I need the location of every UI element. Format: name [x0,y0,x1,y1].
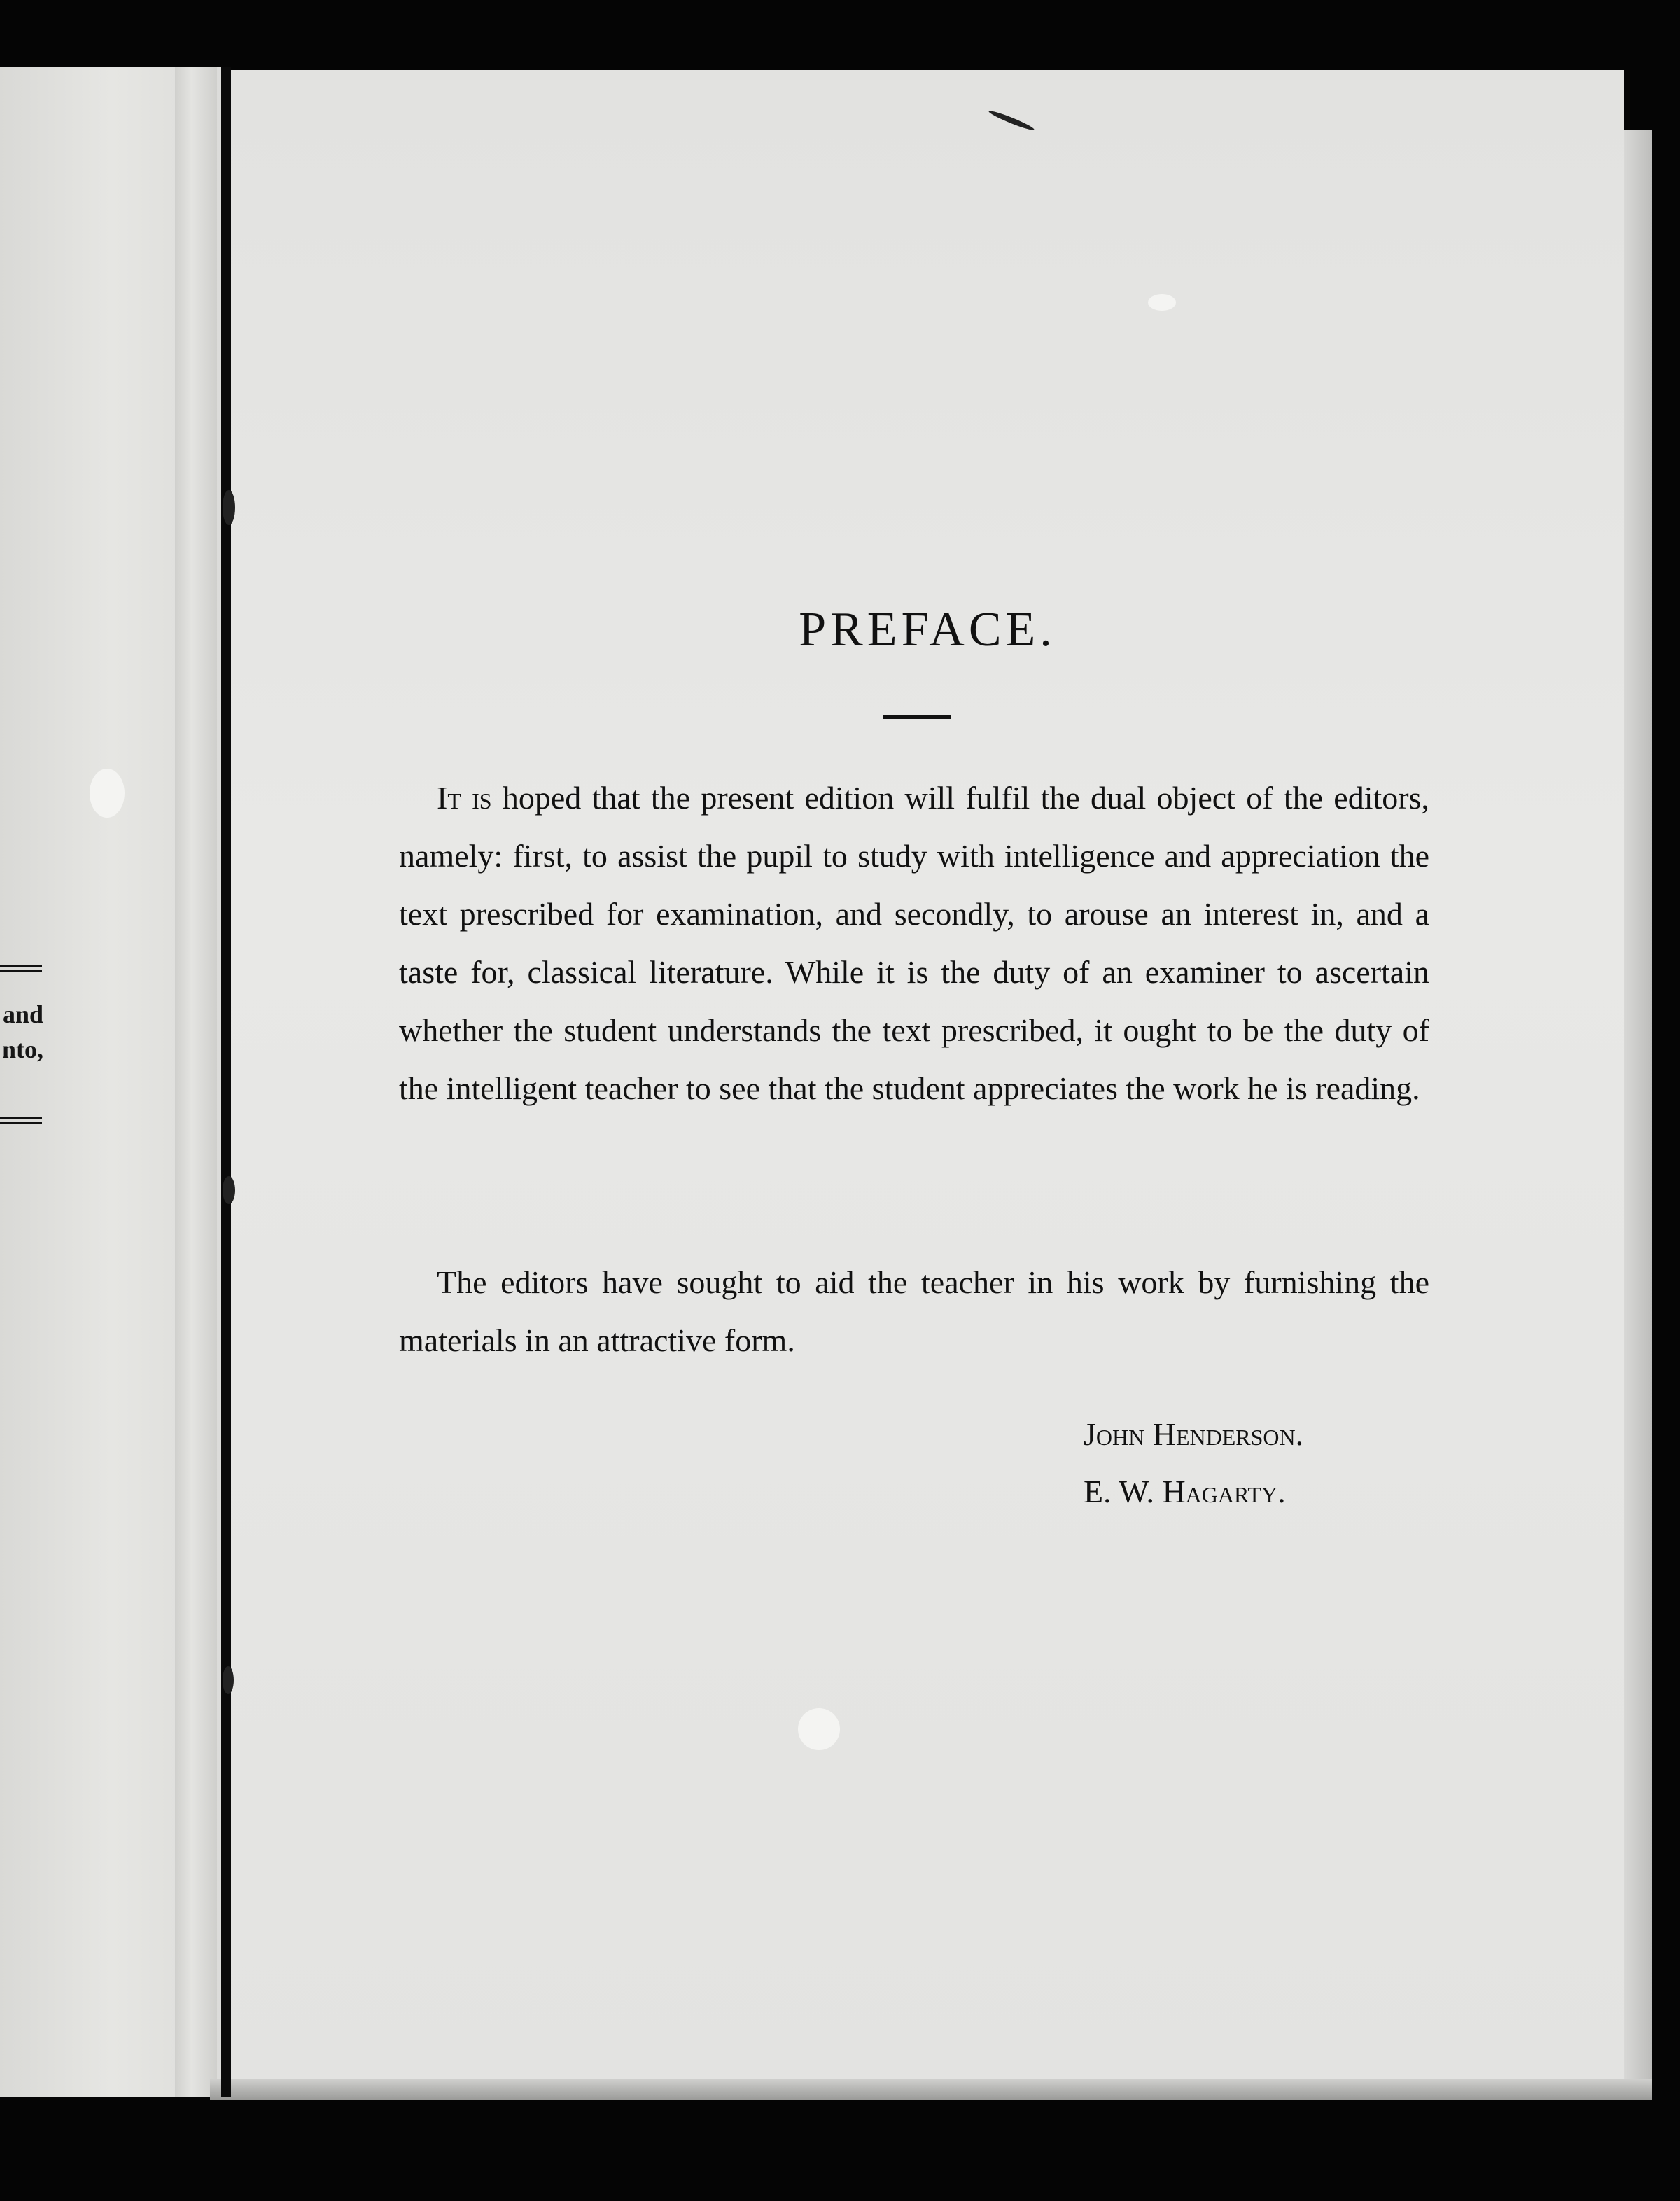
paragraph-text: hoped that the present edition will fulfil the dual object of the editors, namely: first, to assist the pupil to study with intelligence and appreciation the text prescribed for examination, and secondly, to arouse an interest in, and a taste for, classical literature. While it is the duty of an examiner to ascertain whether the student understands the text prescribed, it ought to be the duty of the intelligent teacher to see that the student appreciates the work he is reading. [399,780,1429,1106]
scan-speck [798,1708,840,1750]
left-page-fragment: and [2,1000,43,1028]
title-rule [883,715,951,719]
scan-speck [223,1176,235,1204]
paragraph-lead-words: It is [437,780,492,816]
scan-speck [223,490,235,525]
left-page-double-rule [0,965,42,972]
signature-editor: John Henderson. [1084,1416,1304,1452]
right-page-edge [1624,130,1652,2090]
bottom-page-edge [210,2079,1652,2100]
left-page-fragment: nto, [1,1035,43,1063]
preface-paragraph [399,769,1429,1117]
scan-speck [223,1666,234,1694]
page-title: PREFACE. [799,603,1056,657]
left-page-double-rule [0,1117,42,1124]
scan-speck [90,769,125,818]
binding-gutter [221,67,231,2097]
scan-speck [1148,294,1176,311]
signature-editor: E. W. Hagarty. [1084,1474,1286,1509]
left-page-fold [175,67,217,2097]
preface-paragraph: The editors have sought to aid the teacher in his work by furnishing the materials in an attractive form. [399,1264,1429,1358]
